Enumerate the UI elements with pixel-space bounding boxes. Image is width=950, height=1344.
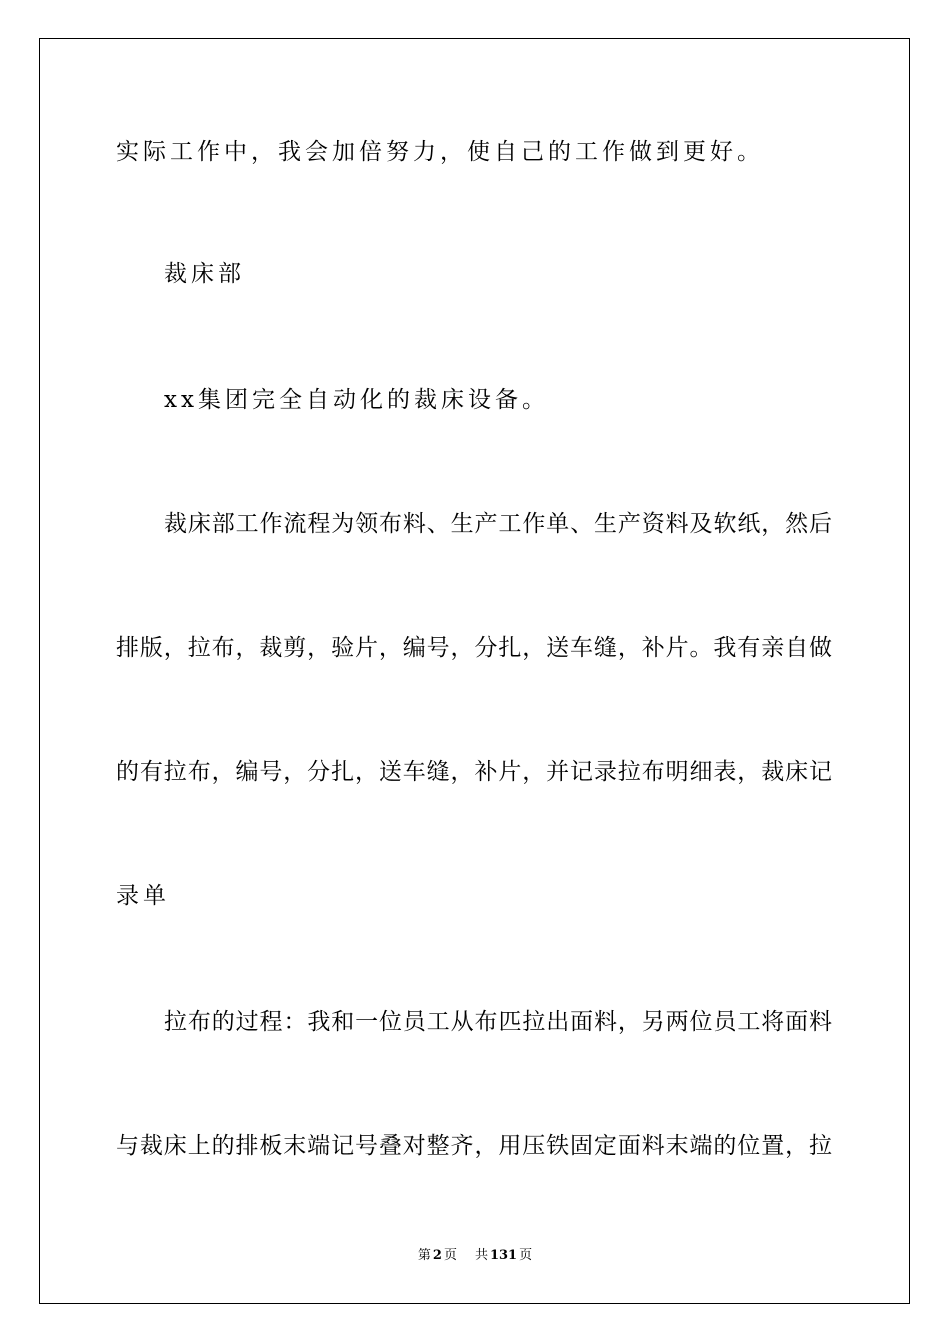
total-suffix: 页 [519, 1248, 533, 1263]
text-line-5: 排版，拉布，裁剪，验片，编号，分扎，送车缝，补片。我有亲自做 [116, 635, 832, 661]
text-line-1: 实际工作中，我会加倍努力，使自己的工作做到更好。 [116, 139, 764, 165]
page-footer [0, 1247, 950, 1265]
page-suffix: 页 [443, 1248, 457, 1263]
total-pages: 131 [489, 1248, 518, 1263]
text-line-7: 录单 [116, 883, 170, 909]
page-prefix: 第 [417, 1248, 431, 1263]
text-line-9: 与裁床上的排板末端记号叠对整齐，用压铁固定面料末端的位置，拉 [116, 1133, 832, 1159]
total-prefix: 共 [474, 1248, 488, 1263]
text-line-3: xx集团完全自动化的裁床设备。 [164, 387, 549, 413]
section-heading: 裁床部 [164, 261, 245, 287]
text-line-6: 的有拉布，编号，分扎，送车缝，补片，并记录拉布明细表，裁床记 [116, 759, 832, 785]
text-line-4: 裁床部工作流程为领布料、生产工作单、生产资料及软纸，然后 [164, 511, 832, 537]
page-number: 2 [432, 1248, 442, 1263]
text-line-8: 拉布的过程：我和一位员工从布匹拉出面料，另两位员工将面料 [164, 1009, 832, 1035]
page-border [39, 38, 910, 1304]
